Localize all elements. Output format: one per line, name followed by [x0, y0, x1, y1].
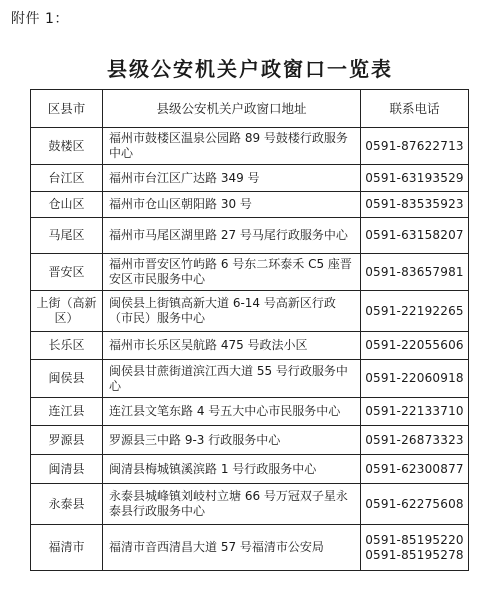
address-cell: 福州市鼓楼区温泉公园路 89 号鼓楼行政服务中心	[103, 128, 361, 165]
phone-number: 0591-83535923	[365, 197, 464, 211]
phone-cell	[361, 398, 469, 426]
phone-cell	[361, 426, 469, 455]
phone-cell	[361, 291, 469, 332]
phone-number: 0591-22060918	[365, 371, 464, 385]
phone-number: 0591-22055606	[365, 338, 464, 352]
district-cell: 仓山区	[31, 192, 103, 218]
phone-cell	[361, 332, 469, 360]
district-cell: 台江区	[31, 165, 103, 192]
district-cell: 鼓楼区	[31, 128, 103, 165]
phone-number: 0591-22133710	[365, 404, 464, 418]
address-cell: 福州市仓山区朝阳路 30 号	[103, 192, 361, 218]
district-cell: 上街（高新区）	[31, 291, 103, 332]
address-cell: 闽清县梅城镇溪滨路 1 号行政服务中心	[103, 455, 361, 484]
district-cell: 长乐区	[31, 332, 103, 360]
phone-number: 0591-63158207	[365, 228, 464, 242]
table-row	[31, 254, 469, 291]
district-cell: 连江县	[31, 398, 103, 426]
district-cell: 晋安区	[31, 254, 103, 291]
phone-number: 0591-85195220	[365, 532, 464, 547]
phone-cell	[361, 128, 469, 165]
phone-number: 0591-87622713	[365, 138, 464, 153]
district-cell: 永泰县	[31, 484, 103, 525]
address-cell: 福州市晋安区竹屿路 6 号东二环泰禾 C5 座晋安区市民服务中心	[103, 254, 361, 291]
district-cell: 福清市	[31, 525, 103, 571]
address-cell: 连江县文笔东路 4 号五大中心市民服务中心	[103, 398, 361, 426]
header-row	[31, 90, 469, 128]
district-cell: 罗源县	[31, 426, 103, 455]
table-row	[31, 455, 469, 484]
header-phone: 联系电话	[361, 90, 469, 128]
district-cell: 马尾区	[31, 218, 103, 254]
table-row	[31, 332, 469, 360]
phone-number: 0591-83657981	[365, 264, 464, 279]
phone-number: 0591-63193529	[365, 170, 464, 185]
table-header	[31, 90, 469, 128]
header-district: 区县市	[31, 90, 103, 128]
table-row	[31, 398, 469, 426]
phone-cell	[361, 525, 469, 571]
table-row	[31, 218, 469, 254]
district-cell: 闽侯县	[31, 360, 103, 398]
table-body	[31, 128, 469, 571]
phone-cell	[361, 455, 469, 484]
address-cell: 福州市台江区广达路 349 号	[103, 165, 361, 192]
district-cell: 闽清县	[31, 455, 103, 484]
address-cell: 福州市长乐区吴航路 475 号政法小区	[103, 332, 361, 360]
table-row	[31, 128, 469, 165]
attachment-label: 附件 1：	[11, 11, 69, 27]
phone-number: 0591-85195278	[365, 547, 464, 562]
phone-cell	[361, 360, 469, 398]
phone-number: 0591-62275608	[365, 496, 464, 511]
table-row	[31, 165, 469, 192]
office-table	[30, 89, 469, 571]
phone-number: 0591-22192265	[365, 303, 464, 318]
phone-cell	[361, 165, 469, 192]
table-row	[31, 484, 469, 525]
address-cell: 闽侯县上街镇高新大道 6-14 号高新区行政（市民）服务中心	[103, 291, 361, 332]
address-cell: 福州市马尾区湖里路 27 号马尾行政服务中心	[103, 218, 361, 254]
page-title: 县级公安机关户政窗口一览表	[107, 57, 393, 81]
phone-cell	[361, 484, 469, 525]
phone-number: 0591-62300877	[365, 461, 464, 476]
phone-cell	[361, 192, 469, 218]
address-cell: 福清市音西清昌大道 57 号福清市公安局	[103, 525, 361, 571]
table-row	[31, 360, 469, 398]
address-cell: 闽侯县甘蔗街道滨江西大道 55 号行政服务中心	[103, 360, 361, 398]
address-cell: 罗源县三中路 9-3 行政服务中心	[103, 426, 361, 455]
table-row	[31, 426, 469, 455]
phone-cell	[361, 218, 469, 254]
header-address: 县级公安机关户政窗口地址	[103, 90, 361, 128]
phone-number: 0591-26873323	[365, 432, 464, 447]
table-row	[31, 192, 469, 218]
table-row	[31, 525, 469, 571]
phone-cell	[361, 254, 469, 291]
address-cell: 永泰县城峰镇刘岐村立塘 66 号万冠双子星永泰县行政服务中心	[103, 484, 361, 525]
table-row	[31, 291, 469, 332]
